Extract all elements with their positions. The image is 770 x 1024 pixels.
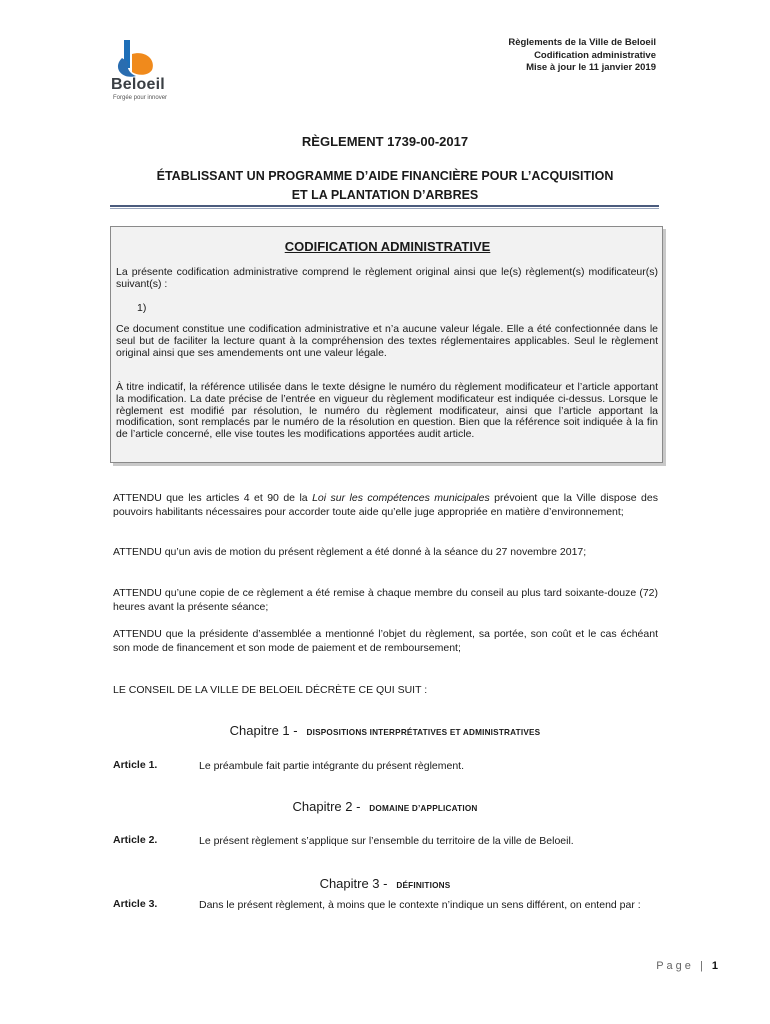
box-paragraph: Ce document constitue une codification administrative et n’a aucune valeur légale. Elle a été confectionnée dans le seul but de faciliter la lecture quant à la compréhension des textes réglementaires applicables. Seul le règlement original ainsi que ses amendements ont une valeur légale. — [116, 323, 658, 359]
preamble-text: prévoient que la Ville dispose des pouvoirs habilitants nécessaires pour accorder toute aide qu’elle juge appropriée en matière d’environnement; — [113, 492, 658, 518]
chapter-title: DÉFINITIONS — [396, 881, 451, 890]
logo-tagline: Forgée pour innover — [113, 95, 168, 101]
chapter-heading — [0, 722, 770, 740]
preamble-paragraph: ATTENDU qu’un avis de motion du présent règlement a été donné à la séance du 27 novembre 2017; — [113, 546, 587, 558]
chapter-label: Chapitre 3 - — [319, 876, 388, 891]
page-number: 1 — [711, 960, 718, 972]
title-divider-thin — [110, 208, 659, 209]
title-line: ET LA PLANTATION D’ARBRES — [291, 188, 479, 202]
article-label: Article 3. — [113, 898, 158, 910]
decree-statement: LE CONSEIL DE LA VILLE DE BELOEIL DÉCRÈTE CE QUI SUIT : — [113, 684, 428, 696]
preamble-paragraph: ATTENDU qu’une copie de ce règlement a été remise à chaque membre du conseil au plus tard soixante-douze (72) heures avant la présente séance; — [113, 587, 658, 613]
codification-box — [110, 226, 663, 463]
box-list-item: 1) — [137, 302, 147, 314]
regulation-number: RÈGLEMENT 1739-00-2017 — [301, 134, 469, 149]
title-line: ÉTABLISSANT UN PROGRAMME D’AIDE FINANCIÈRE POUR L’ACQUISITION — [156, 169, 614, 183]
preamble-paragraph — [113, 491, 658, 519]
preamble-text: ATTENDU que les articles 4 et 90 de la — [113, 492, 313, 504]
chapter-label: Chapitre 1 - — [229, 723, 298, 738]
regulation-title — [0, 167, 770, 205]
header-line: Codification administrative — [534, 49, 656, 61]
chapter-title: DISPOSITIONS INTERPRÉTATIVES ET ADMINISTRATIVES — [306, 728, 541, 737]
box-intro: La présente codification administrative comprend le règlement original ainsi que le(s) règlement(s) modificateur(s) suivant(s) : — [116, 266, 658, 290]
chapter-heading — [0, 875, 770, 893]
page-word: Page — [656, 960, 694, 972]
law-title: Loi sur les compétences municipales — [312, 492, 490, 504]
chapter-title: DOMAINE D’APPLICATION — [369, 804, 478, 813]
article-text: Le préambule fait partie intégrante du présent règlement. — [199, 760, 464, 772]
document-header — [508, 37, 656, 75]
page-footer: Page | 1 — [656, 960, 718, 972]
article-label: Article 1. — [113, 759, 158, 771]
box-heading: CODIFICATION ADMINISTRATIVE — [284, 239, 491, 254]
article-label: Article 2. — [113, 834, 158, 846]
title-divider — [110, 205, 659, 207]
preamble-paragraph: ATTENDU que la présidente d’assemblée a mentionné l’objet du règlement, sa portée, son coût et le cas échéant son mode de financement et son mode de paiement et de remboursement; — [113, 628, 658, 654]
article-text: Dans le présent règlement, à moins que le contexte n’indique un sens différent, on entend par : — [199, 899, 641, 911]
box-paragraph: À titre indicatif, la référence utilisée dans le texte désigne le numéro du règlement modificateur et l’article apportant la modification. La date précise de l’entrée en vigueur du règlement modificateur est indiquée ci-dessus. Lorsque le règlement est modifié par résolution, le numéro du règlement modificateur, ainsi que l’article apportant la modification, sont remplacés par le numéro de la résolution en question. Bien que la référence soit indiquée à la fin de l’article concerné, elle vise toutes les modifications apportées audit article. — [116, 381, 658, 441]
header-line: Mise à jour le 11 janvier 2019 — [526, 62, 656, 73]
article-text: Le présent règlement s’applique sur l’ensemble du territoire de la ville de Beloeil. — [199, 835, 574, 847]
header-line: Règlements de la Ville de Beloeil — [508, 37, 656, 48]
chapter-heading — [0, 798, 770, 816]
logo-wordmark: Beloeil — [111, 76, 165, 93]
chapter-label: Chapitre 2 - — [292, 799, 361, 814]
